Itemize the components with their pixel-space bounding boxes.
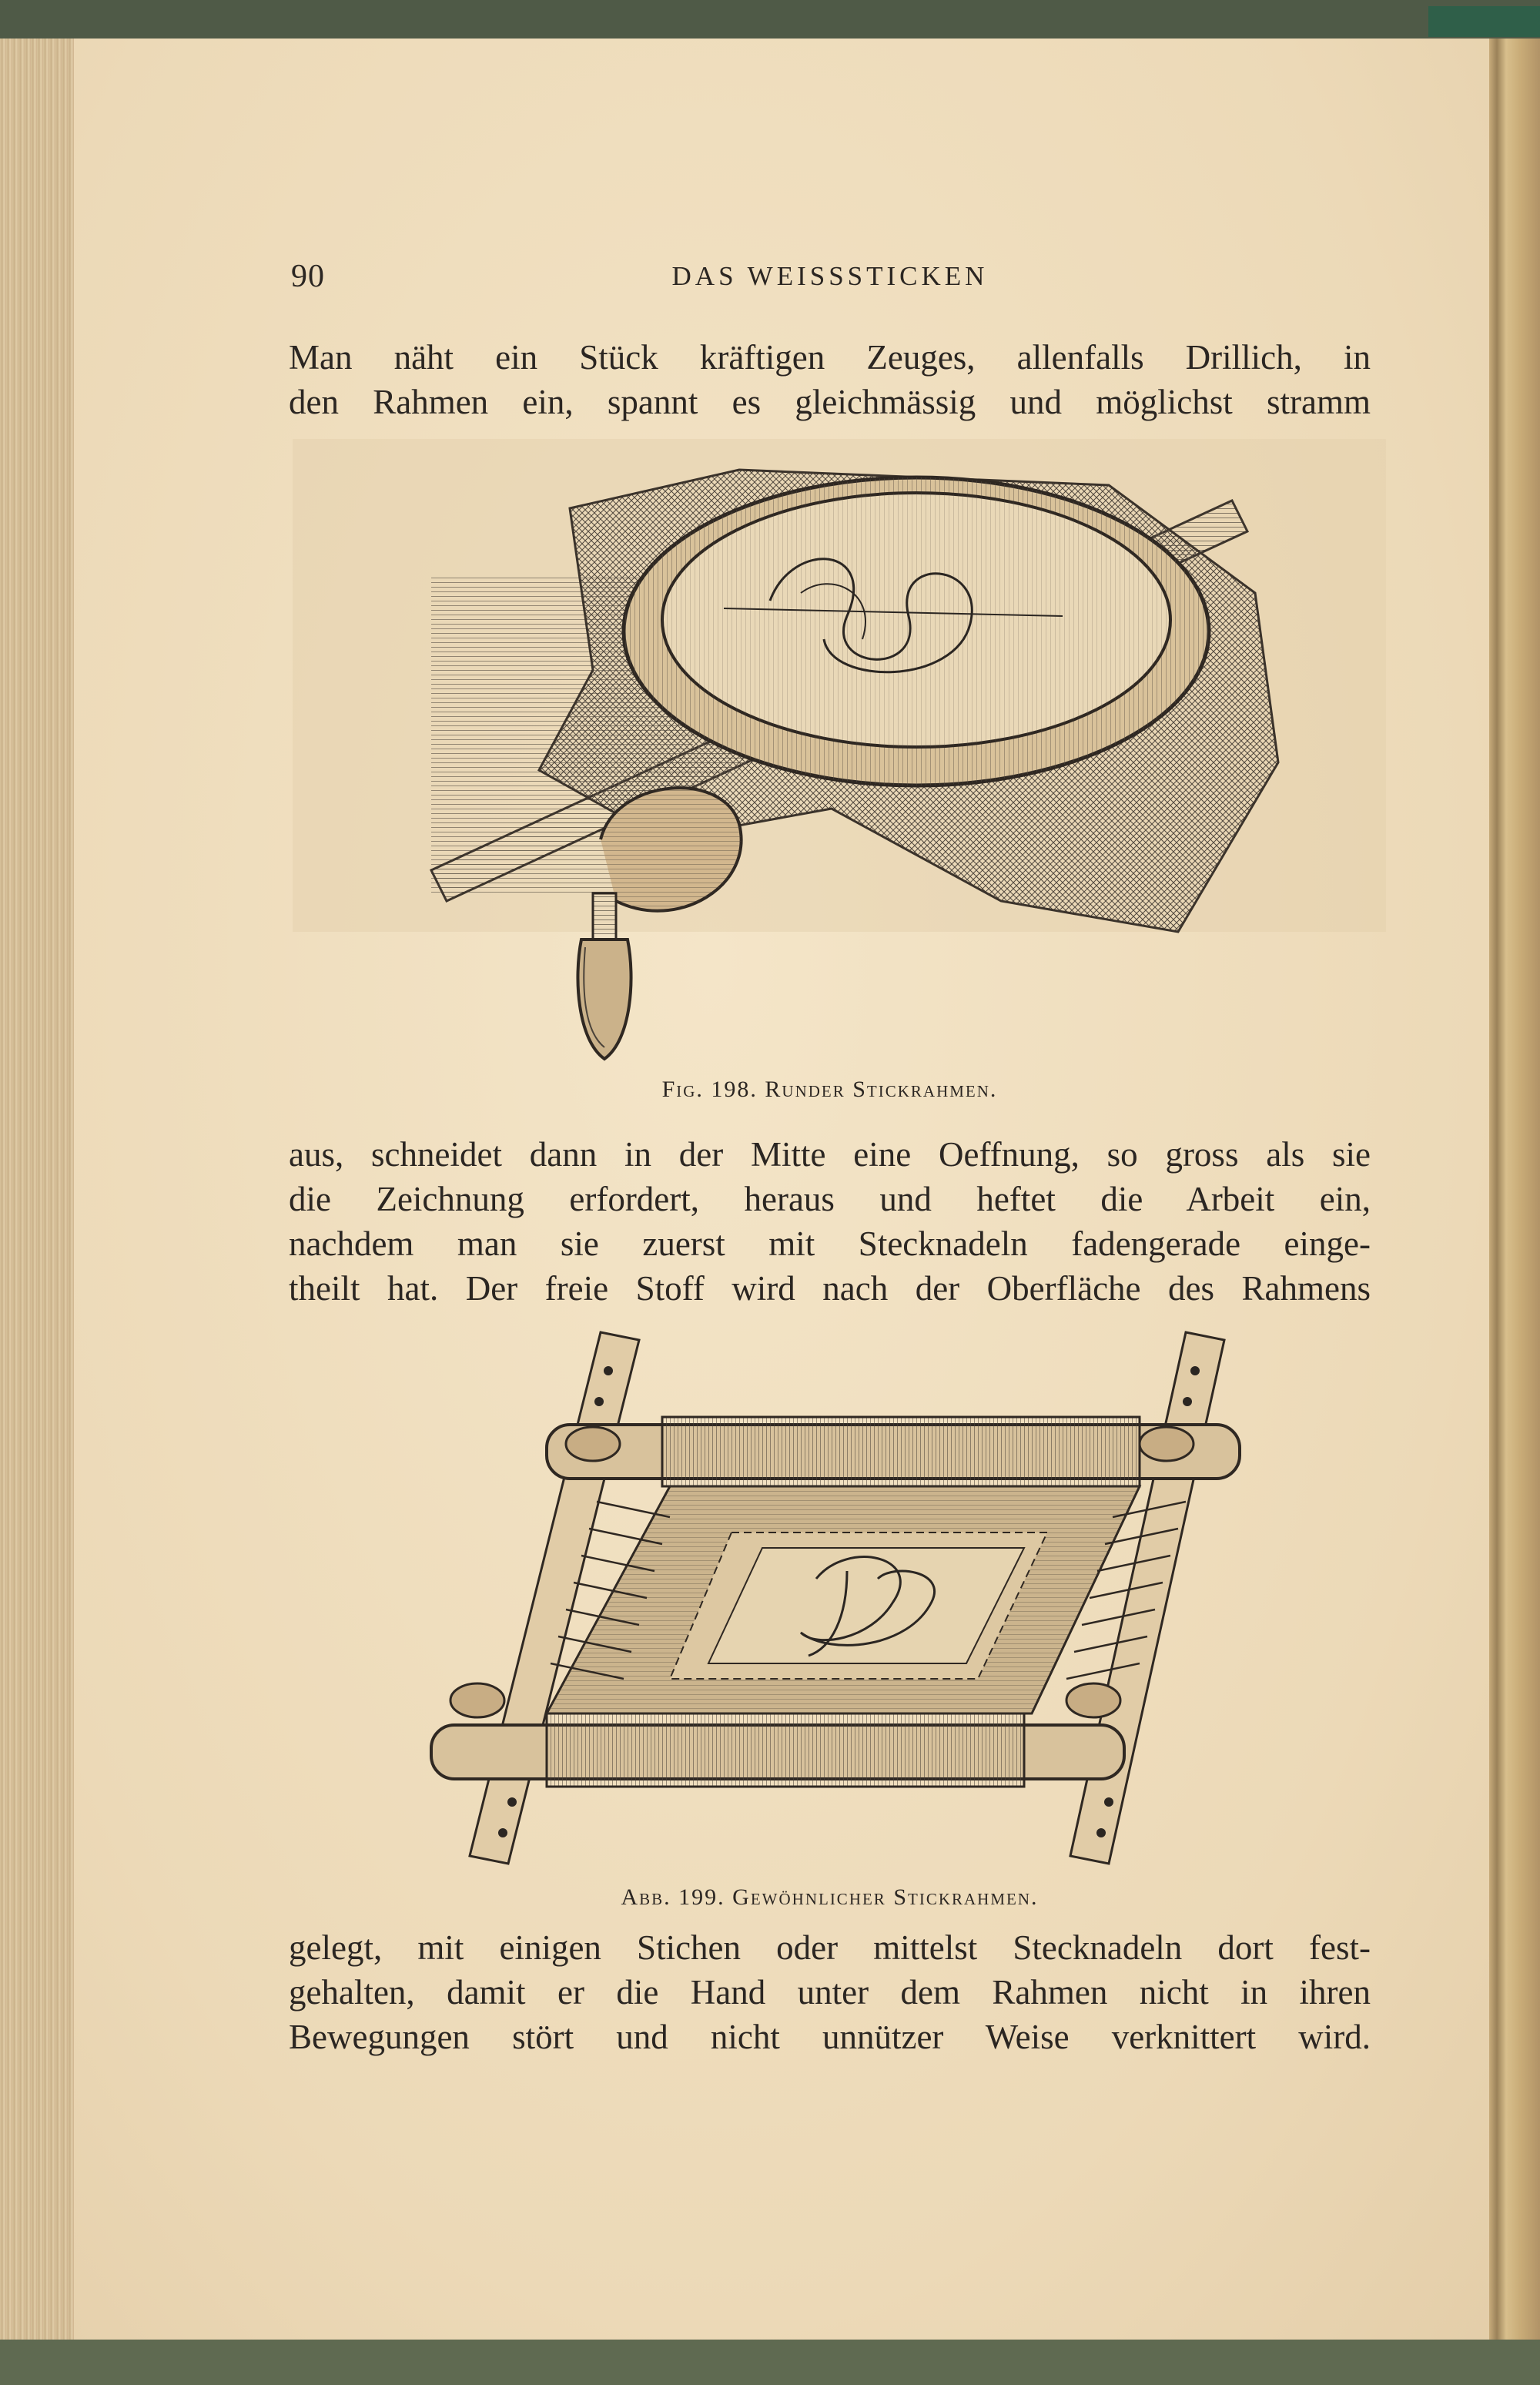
- cover-spot: [1428, 6, 1540, 37]
- paragraph-1: [289, 335, 1371, 424]
- figure-198-caption: Fig. 198. Runder Stickrahmen.: [661, 1077, 998, 1102]
- page-number: 90: [291, 259, 325, 294]
- figure-199-caption: Abb. 199. Gewöhnlicher Stickrahmen.: [621, 1884, 1039, 1910]
- page-header: [291, 258, 1369, 304]
- text-line: gelegt, mit einigen Stichen oder mittelst Stecknadeln dort fest-: [289, 1928, 1371, 1967]
- paragraph-2: [289, 1132, 1371, 1311]
- text-line: gehalten, damit er die Hand unter dem Rahmen nicht in ihren: [289, 1973, 1371, 2012]
- text-line: aus, schneidet dann in der Mitte eine Oeffnung, so gross als sie: [289, 1135, 1371, 1174]
- round-embroidery-hoop-illustration: [293, 439, 1386, 1070]
- text-line: Man näht ein Stück kräftigen Zeuges, allenfalls Drillich, in: [289, 338, 1371, 377]
- book-gutter: [1489, 39, 1540, 2340]
- paragraph-3: [289, 1925, 1371, 2059]
- book-cover-top: [0, 0, 1540, 39]
- text-line: Bewegungen stört und nicht unnützer Weise verknittert wird.: [289, 2018, 1371, 2056]
- text-line: den Rahmen ein, spannt es gleichmässig und möglichst stramm: [289, 383, 1371, 421]
- text-line: die Zeichnung erfordert, heraus und heftet die Arbeit ein,: [289, 1180, 1371, 1218]
- text-line: theilt hat. Der freie Stoff wird nach der Oberfläche des Rahmens: [289, 1269, 1371, 1308]
- book-cover-bottom: [0, 2340, 1540, 2385]
- rectangular-embroidery-frame-illustration: [416, 1325, 1263, 1879]
- text-line: nachdem man sie zuerst mit Stecknadeln fadengerade einge-: [289, 1224, 1371, 1263]
- page-edges: [0, 39, 77, 2340]
- running-title: DAS WEISSSTICKEN: [671, 261, 989, 291]
